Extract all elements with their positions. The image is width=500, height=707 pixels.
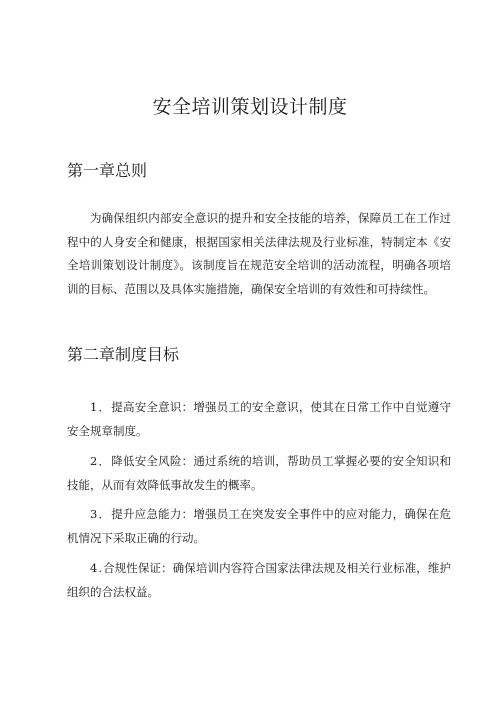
- list-item: [67, 557, 451, 604]
- chapter-2-heading: 第二章制度目标: [67, 345, 180, 364]
- list-item: [67, 396, 451, 443]
- list-item-number: 2．: [90, 454, 112, 468]
- list-item-number: 3．: [90, 507, 112, 521]
- chapter-1-heading: 第一章总则: [67, 161, 148, 180]
- chapter-1-paragraph: 为确保组织内部安全意识的提升和安全技能的培养，保障员工在工作过程中的人身安全和健康，根据国家相关法律法规及行业标准，特制定本《安全培训策划设计制度》。该制度旨在规范安全培训的活动流程，明确各项培训的目标、范围以及具体实施措施，确保安全培训的有效性和可持续性。: [67, 211, 451, 296]
- list-item-number: 4.: [90, 561, 103, 575]
- list-item: [67, 450, 451, 497]
- list-item-text: 降低安全风险：通过系统的培训，帮助员工掌握必要的安全知识和技能，从而有效降低事故发生的概率。: [67, 454, 451, 492]
- list-item: [67, 503, 451, 550]
- document-title: 安全培训策划设计制度: [152, 96, 348, 118]
- list-item-text: 提高安全意识：增强员工的安全意识，使其在日常工作中自觉遵守安全规章制度。: [67, 400, 451, 438]
- list-item-number: 1．: [90, 400, 112, 414]
- list-item-text: 合规性保证：确保培训内容符合国家法律法规及相关行业标准，维护组织的合法权益。: [67, 561, 451, 599]
- list-item-text: 提升应急能力：增强员工在突发安全事件中的应对能力，确保在危机情况下采取正确的行动。: [67, 507, 451, 545]
